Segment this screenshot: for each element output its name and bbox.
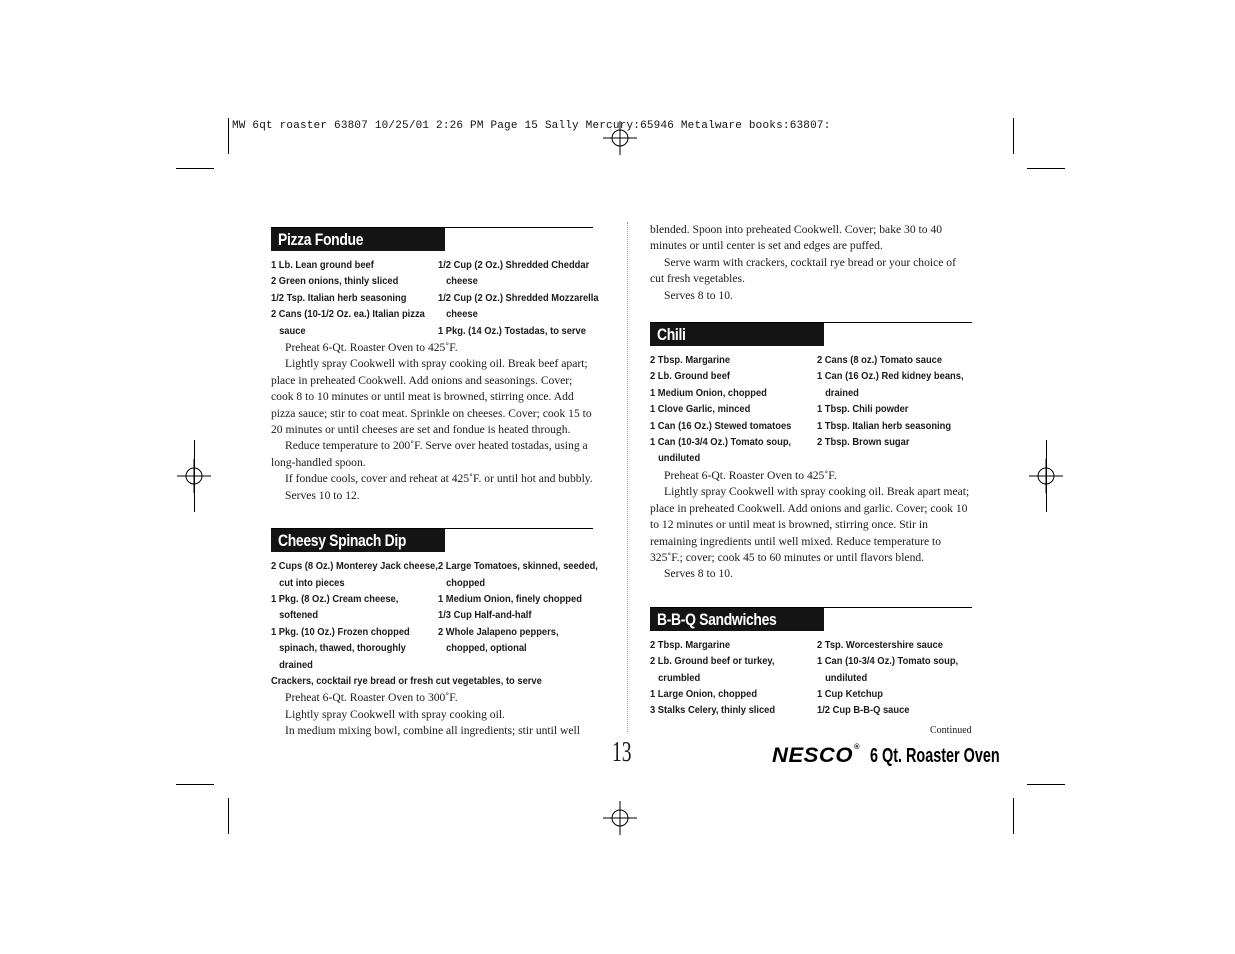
ingredient: 1/3 Cup Half-and-half: [438, 610, 532, 622]
column-divider: [627, 222, 628, 732]
page-number: 13: [612, 737, 632, 768]
ingredient-list: [650, 353, 972, 468]
ingredient: 1 Can (10-3/4 Oz.) Tomato soup, undiluted: [650, 437, 792, 465]
ingredient: 1/2 Cup (2 Oz.) Shredded Cheddar cheese: [438, 260, 590, 288]
ingredient: 1/2 Cup (2 Oz.) Shredded Mozzarella cheese: [438, 292, 599, 321]
ingredient: 1 Medium Onion, chopped: [650, 387, 767, 399]
recipe-header: [271, 227, 593, 252]
crop-mark: [176, 784, 214, 785]
recipe-bbq-sandwiches: [650, 607, 972, 720]
ingredient: 2 Cans (10-1/2 Oz. ea.) Italian pizza sauce: [271, 309, 425, 337]
crop-mark: [194, 440, 195, 512]
ingredient: 1/2 Cup B-B-Q sauce: [817, 705, 910, 717]
ingredient-list: [271, 559, 598, 674]
instruction: Reduce temperature to 200˚F. Serve over heated tostadas, using a long-handled spoon.: [271, 439, 588, 469]
crop-mark: [1013, 798, 1014, 834]
ingredient: 2 Lb. Ground beef or turkey, crumbled: [650, 656, 775, 684]
registration-mark-icon: [603, 801, 637, 835]
ingredient: 2 Tbsp. Margarine: [650, 355, 731, 367]
recipe-chili: [650, 322, 972, 583]
crop-mark: [1046, 440, 1047, 512]
ingredient: 2 Cups (8 Oz.) Monterey Jack cheese, cut into pieces: [271, 561, 438, 589]
servings: Serves 8 to 10.: [664, 567, 733, 581]
ingredient: 2 Large Tomatoes, skinned, seeded, chopped: [438, 561, 598, 589]
ingredient: 1 Pkg. (14 Oz.) Tostadas, to serve: [438, 325, 586, 337]
recipe-title: Chili: [657, 325, 686, 345]
ingredient: 1 Can (16 Oz.) Stewed tomatoes: [650, 420, 792, 432]
ingredient: 2 Whole Jalapeno peppers, chopped, optional: [438, 626, 559, 655]
ingredient: 2 Lb. Ground beef: [650, 371, 731, 383]
ingredient-list: [650, 638, 972, 720]
instruction: Preheat 6-Qt. Roaster Oven to 425˚F.: [285, 341, 458, 355]
recipe-title: Pizza Fondue: [278, 230, 364, 249]
instruction: In medium mixing bowl, combine all ingredients; stir until well: [285, 724, 580, 738]
ingredient: 1 Tbsp. Chili powder: [817, 404, 909, 416]
crop-mark: [1027, 168, 1065, 169]
instruction: Lightly spray Cookwell with spray cooking oil. Break apart meat; place in preheated Cookwell. Add onions and garlic. Cover; cook 10 to 12 minutes or until meat is browned, stirring once. Stir in remaining ingredients until well mixed. Reduce temperature to 325˚F.; cover; cook 45 to 60 minutes or until flavors blend.: [650, 485, 970, 564]
ingredient: 1 Pkg. (10 Oz.) Frozen chopped spinach, thawed, thoroughly drained: [271, 626, 410, 671]
right-column: [650, 222, 972, 720]
recipe-header: [271, 528, 593, 553]
footer-brand: [772, 744, 1050, 768]
crop-mark: [1027, 784, 1065, 785]
ingredient: Crackers, cocktail rye bread or fresh cut vegetables, to serve: [271, 675, 542, 687]
ingredient: 2 Tbsp. Margarine: [650, 639, 731, 651]
printer-slug: MW 6qt roaster 63807 10/25/01 2:26 PM Page 15 Sally Mercury:65946 Metalware books:63807:: [232, 120, 831, 132]
registration-mark-icon: [603, 121, 637, 155]
instruction: blended. Spoon into preheated Cookwell. Cover; bake 30 to 40 minutes or until center is set and edges are puffed.: [650, 223, 943, 253]
instruction: Preheat 6-Qt. Roaster Oven to 425˚F.: [664, 468, 837, 482]
servings: Serves 10 to 12.: [285, 488, 360, 502]
ingredient: 2 Green onions, thinly sliced: [271, 276, 399, 288]
ingredient: 1/2 Tsp. Italian herb seasoning: [271, 292, 407, 304]
crop-mark: [228, 118, 229, 154]
ingredient: 1 Can (16 Oz.) Red kidney beans, drained: [817, 371, 964, 399]
ingredient: 2 Tbsp. Brown sugar: [817, 437, 910, 449]
recipe-title: Cheesy Spinach Dip: [278, 531, 407, 551]
left-column: [271, 227, 599, 740]
ingredient: 1 Lb. Lean ground beef: [271, 260, 374, 271]
ingredient: 2 Tsp. Worcestershire sauce: [817, 639, 943, 651]
instruction: Serve warm with crackers, cocktail rye bread or your choice of cut fresh vegetables.: [650, 255, 956, 286]
recipe-pizza-fondue: [271, 227, 599, 504]
crop-mark: [228, 798, 229, 834]
ingredient: 1 Large Onion, chopped: [650, 688, 758, 700]
recipe-title: B-B-Q Sandwiches: [657, 609, 777, 629]
instruction: Preheat 6-Qt. Roaster Oven to 300˚F.: [285, 691, 458, 705]
recipe-header: [650, 607, 972, 632]
crop-mark: [1013, 118, 1014, 154]
instruction: Lightly spray Cookwell with spray cooking oil. Break beef apart; place in preheated Cookwell. Add onions and seasonings. Cover; cook 8 to 10 minutes or until meat is browned, stirring once. Add pizza sauce; stir to coat meat. Sprinkle on cheeses. Cover; cook 15 to 20 minutes or until cheeses are set and fondue is heated through.: [271, 357, 592, 437]
ingredient: 1 Tbsp. Italian herb seasoning: [817, 420, 952, 432]
registered-mark: ®: [854, 744, 861, 751]
ingredient: 2 Cans (8 oz.) Tomato sauce: [817, 355, 943, 367]
ingredient: 1 Pkg. (8 Oz.) Cream cheese, softened: [271, 593, 399, 622]
ingredient: 1 Clove Garlic, minced: [650, 404, 751, 416]
crop-mark: [176, 168, 214, 169]
ingredient: 1 Medium Onion, finely chopped: [438, 593, 582, 605]
recipe-header: [650, 322, 972, 347]
ingredient-list: [271, 258, 599, 340]
continued-note: Continued: [930, 725, 972, 736]
product-name: 6 Qt. Roaster Oven: [869, 744, 1000, 767]
ingredient: 1 Cup Ketchup: [817, 688, 883, 700]
recipe-cheesy-spinach-dip: [271, 528, 598, 739]
servings: Serves 8 to 10.: [664, 288, 733, 302]
instruction: Lightly spray Cookwell with spray cooking oil.: [285, 707, 505, 721]
instruction: If fondue cools, cover and reheat at 425˚F. or until hot and bubbly.: [285, 472, 593, 486]
nesco-logo: NESCO®: [772, 744, 861, 767]
ingredient: 1 Can (10-3/4 Oz.) Tomato soup, undiluted: [817, 656, 959, 684]
ingredient: 3 Stalks Celery, thinly sliced: [650, 705, 776, 717]
